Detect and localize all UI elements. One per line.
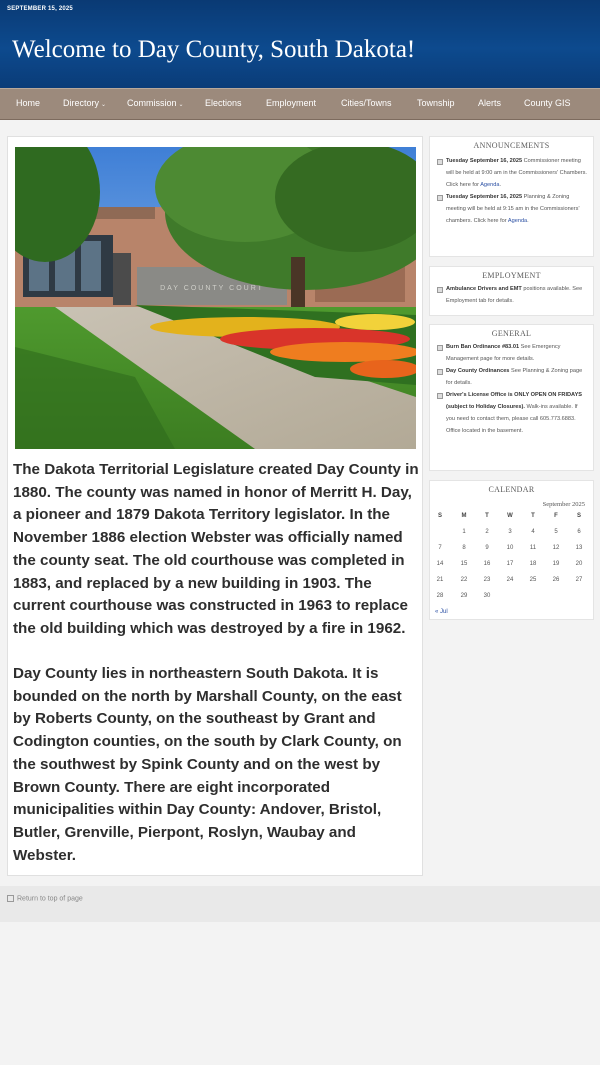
calendar-day-header: T <box>531 513 535 519</box>
nav-item-home[interactable] <box>16 98 40 108</box>
calendar-day[interactable]: 10 <box>506 545 514 551</box>
nav-item-elections[interactable] <box>205 98 242 108</box>
agenda-link[interactable]: Agenda <box>507 218 528 224</box>
nav-item-label: Elections <box>205 98 242 108</box>
calendar-day-header: S <box>576 513 581 519</box>
list-item <box>436 341 588 365</box>
calendar-day[interactable]: 2 <box>485 529 489 535</box>
widget-title: CALENDAR <box>488 485 535 494</box>
nav-item-directory[interactable] <box>63 98 106 108</box>
punctuation: . <box>527 218 529 224</box>
general-item-text: See Planning & Zoning page for details. <box>446 368 583 386</box>
announcement-text: Planning & Zoning meeting will be held at 9:15 am in the Commissioners' chambers. Click here for <box>446 194 580 224</box>
geography-paragraph: Day County lies in northeastern South Dakota. It is bounded on the north by Marshall County, on the east by Roberts County, on the southeast by Grant and Codington counties, on the south by Clark County, on the southwest by Spink County and on the west by Brown County. There are eight incorporated municipalities within Day County: Andover, Bristol, Butler, Grenville, Pierpont, Roslyn, Waubay and Webster. <box>13 665 402 864</box>
calendar-prev-link[interactable]: « Jul <box>435 609 448 615</box>
widget-title: GENERAL <box>491 329 532 338</box>
bullet-icon <box>437 369 443 375</box>
employment-title: Ambulance Drivers and EMT <box>446 286 522 292</box>
announcements-widget <box>429 136 594 257</box>
calendar-day[interactable]: 20 <box>575 561 583 567</box>
calendar-day[interactable]: 8 <box>462 545 466 551</box>
calendar-day[interactable]: 13 <box>575 545 583 551</box>
calendar-day[interactable]: 1 <box>462 529 466 535</box>
calendar-day[interactable]: 12 <box>552 545 560 551</box>
calendar-day[interactable]: 14 <box>436 561 444 567</box>
general-item-text: See Emergency Management page for more details. <box>446 344 561 362</box>
employment-list <box>436 283 588 307</box>
list-item <box>436 283 588 307</box>
calendar-day[interactable]: 27 <box>575 577 583 583</box>
calendar-day[interactable]: 26 <box>552 577 560 583</box>
calendar-day[interactable]: 18 <box>529 561 537 567</box>
nav-item-label: Township <box>417 98 455 108</box>
calendar-day-header: S <box>437 513 442 519</box>
calendar-day[interactable]: 29 <box>460 593 468 599</box>
site-header <box>0 0 600 88</box>
calendar-day[interactable]: 22 <box>460 577 468 583</box>
return-to-top-label: Return to top of page <box>17 895 83 903</box>
bullet-icon <box>437 287 443 293</box>
calendar-day-header: T <box>485 513 489 519</box>
nav-item-label: Employment <box>266 98 317 108</box>
announcement-date: Tuesday September 16, 2025 <box>446 158 523 164</box>
calendar-day-header: F <box>554 513 558 519</box>
bullet-icon <box>437 195 443 201</box>
calendar-day[interactable]: 30 <box>483 593 491 599</box>
agenda-link[interactable]: Agenda <box>480 182 500 188</box>
announcements-list <box>436 155 588 227</box>
calendar-day-header: W <box>507 513 513 519</box>
calendar-day[interactable]: 9 <box>485 545 489 551</box>
bullet-icon <box>437 159 443 165</box>
nav-item-label: Cities/Towns <box>341 98 392 108</box>
nav-item-cities-towns[interactable] <box>341 98 392 108</box>
nav-item-label: Alerts <box>478 98 502 108</box>
history-paragraph: The Dakota Territorial Legislature created Day County in 1880. The county was named in honor of Merritt H. Day, a pioneer and 1879 Dakota Territory legislator. In the November 1886 election Webster was officially named the county seat. The old courthouse was completed in 1883, and replaced by a new building in 1903. The current courthouse was constructed in 1963 to replace the old building which was destroyed by a fire in 1962. <box>13 461 419 637</box>
general-item-title[interactable]: Day County Ordinances <box>446 368 510 374</box>
employment-text: positions available. See Employment tab for details. <box>446 286 583 304</box>
arrow-up-icon <box>7 895 14 902</box>
calendar-day[interactable]: 25 <box>529 577 537 583</box>
general-item-title: Driver's License Office is ONLY OPEN ON FRIDAYS (subject to Holiday Closures). <box>446 392 583 410</box>
calendar-day[interactable]: 28 <box>436 593 444 599</box>
punctuation: . <box>499 182 502 188</box>
nav-item-commission[interactable] <box>127 98 184 108</box>
site-footer <box>0 886 600 922</box>
nav-item-label: County GIS <box>524 98 571 108</box>
nav-item-label: Home <box>16 98 41 108</box>
general-item-title[interactable]: Burn Ban Ordinance #83.01 <box>446 344 520 350</box>
calendar-day[interactable]: 21 <box>436 577 444 583</box>
nav-item-alerts[interactable] <box>478 98 501 108</box>
widget-title: EMPLOYMENT <box>482 271 541 280</box>
calendar-day[interactable]: 19 <box>552 561 560 567</box>
calendar-day[interactable]: 6 <box>577 529 581 535</box>
nav-item-employment[interactable] <box>266 98 316 108</box>
list-item <box>436 365 588 389</box>
calendar-day[interactable]: 15 <box>460 561 468 567</box>
monument-sign-text: DAY COUNTY COURT <box>160 285 264 292</box>
calendar-day[interactable]: 24 <box>506 577 514 583</box>
calendar-widget <box>429 480 594 620</box>
nav-item-label: Commission <box>127 98 177 108</box>
courthouse-photo <box>15 147 416 449</box>
chevron-down-icon: ⌄ <box>178 102 184 108</box>
bullet-icon <box>437 345 443 351</box>
nav-item-label: Directory <box>63 98 100 108</box>
general-item-text: Walk-ins available. If you need to contact them, please call 605.773.6883. Office located in the basement. <box>446 404 578 434</box>
nav-item-county-gis[interactable] <box>524 98 571 108</box>
calendar-month: September 2025 <box>542 501 585 508</box>
calendar-day[interactable]: 5 <box>554 529 558 535</box>
announcement-date: Tuesday September 16, 2025 <box>446 194 523 200</box>
calendar-day[interactable]: 4 <box>531 529 535 535</box>
list-item <box>436 389 588 437</box>
main-content <box>7 136 423 876</box>
nav-item-township[interactable] <box>417 98 455 108</box>
main-nav <box>0 88 600 120</box>
chevron-down-icon: ⌄ <box>101 102 107 108</box>
employment-widget <box>429 266 594 316</box>
return-to-top-link[interactable] <box>7 895 83 902</box>
calendar-day[interactable]: 11 <box>529 545 537 551</box>
calendar-day-header: M <box>461 513 467 519</box>
calendar-day[interactable]: 3 <box>508 529 512 535</box>
announcement-text: Commissioner meeting will be held at 9:00 am in the Commissioners' Chambers. Click here for <box>446 158 587 188</box>
calendar-day[interactable]: 17 <box>506 561 514 567</box>
general-list <box>436 341 588 437</box>
bullet-icon <box>437 393 443 399</box>
calendar-day[interactable]: 7 <box>438 545 442 551</box>
current-date: SEPTEMBER 15, 2025 <box>7 6 73 12</box>
list-item <box>436 155 588 191</box>
list-item <box>436 191 588 227</box>
widget-title: ANNOUNCEMENTS <box>473 141 550 150</box>
general-widget <box>429 324 594 471</box>
calendar-day[interactable]: 23 <box>483 577 491 583</box>
site-title[interactable]: Welcome to Day County, South Dakota! <box>12 36 416 63</box>
calendar-day[interactable]: 16 <box>483 561 491 567</box>
